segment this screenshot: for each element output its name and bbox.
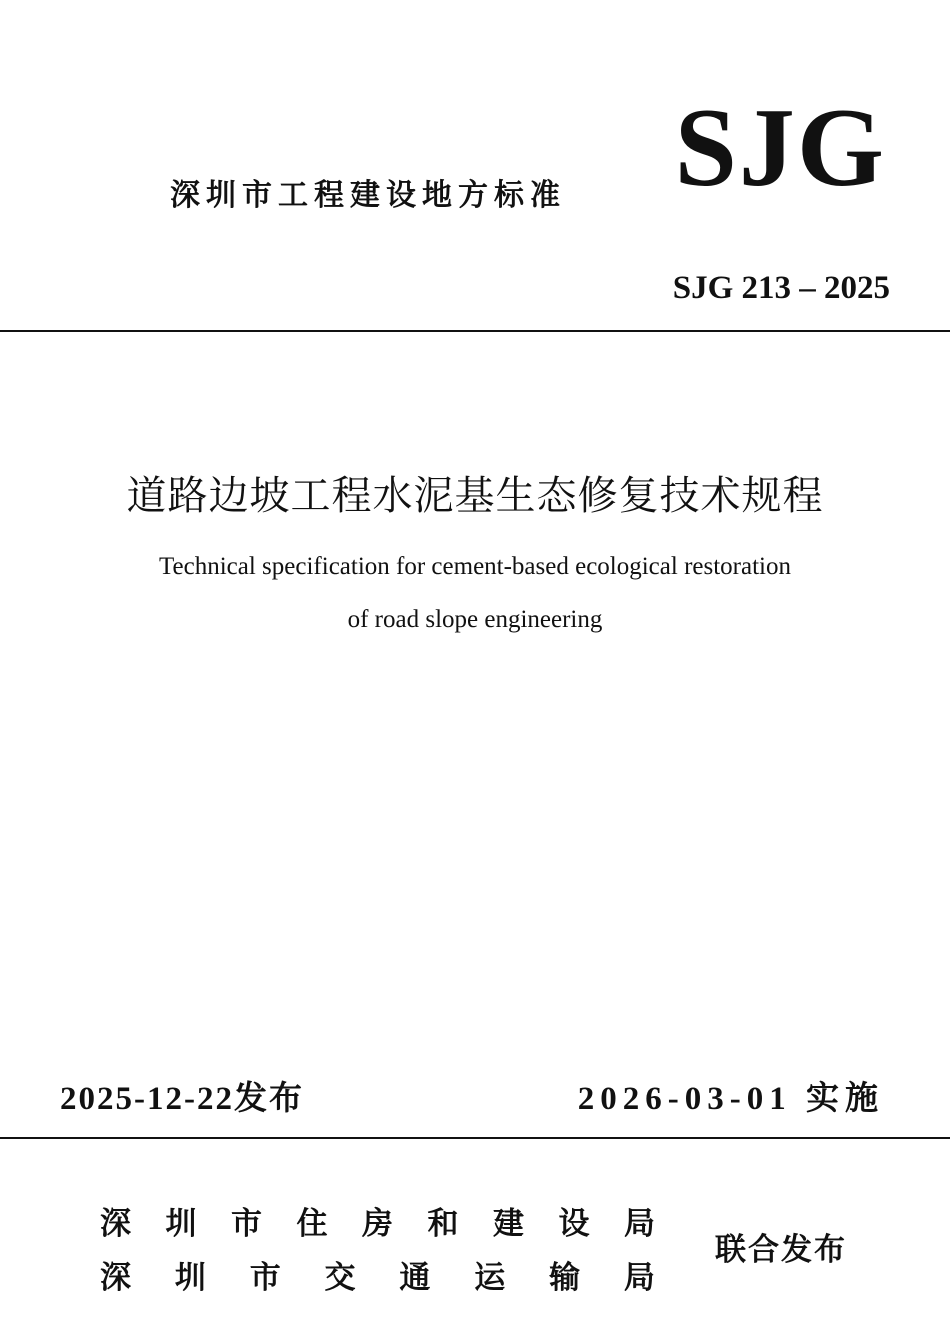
title-english-line2: of road slope engineering bbox=[347, 606, 603, 633]
issuer-char: 交 bbox=[324, 1260, 356, 1296]
issuer-char: 圳 bbox=[174, 1260, 206, 1296]
issuer-char: 建 bbox=[493, 1206, 524, 1242]
issue-date: 2025-12-22 bbox=[60, 1081, 234, 1117]
issuer-housing-bureau bbox=[100, 1198, 655, 1243]
implementation-date-block bbox=[578, 1072, 884, 1119]
issuer-transport-bureau bbox=[100, 1252, 655, 1297]
top-divider bbox=[0, 330, 950, 332]
issuer-char: 通 bbox=[399, 1260, 431, 1296]
standard-category: 深圳市工程建设地方标准 bbox=[170, 178, 566, 213]
issuer-char: 圳 bbox=[165, 1206, 197, 1242]
issuer-char: 住 bbox=[296, 1206, 328, 1242]
title-english-line1: Technical specification for cement-based ecological restoration bbox=[159, 553, 791, 580]
issuer-char: 运 bbox=[474, 1260, 506, 1296]
issuer-char: 市 bbox=[231, 1206, 262, 1242]
standard-number: SJG 213 – 2025 bbox=[672, 270, 890, 306]
issuer-char: 深 bbox=[100, 1260, 131, 1296]
title-chinese: 道路边坡工程水泥基生态修复技术规程 bbox=[126, 473, 824, 519]
issuer-char: 深 bbox=[100, 1206, 131, 1242]
issuer-char: 设 bbox=[558, 1206, 590, 1242]
issuer-char: 局 bbox=[624, 1206, 655, 1242]
issuer-char: 局 bbox=[623, 1260, 655, 1296]
bottom-divider bbox=[0, 1137, 950, 1139]
issue-label: 发布 bbox=[233, 1078, 304, 1117]
issuer-char: 市 bbox=[249, 1260, 281, 1296]
issue-date-block bbox=[60, 1072, 304, 1119]
sjg-logo: SJG bbox=[674, 86, 886, 210]
issuer-char: 房 bbox=[362, 1206, 393, 1242]
implementation-label: 实施 bbox=[806, 1078, 884, 1117]
implementation-date: 2026-03-01 bbox=[577, 1081, 792, 1117]
joint-release-label: 联合发布 bbox=[715, 1232, 847, 1268]
issuer-char: 和 bbox=[427, 1206, 459, 1242]
issuer-char: 输 bbox=[549, 1260, 581, 1296]
